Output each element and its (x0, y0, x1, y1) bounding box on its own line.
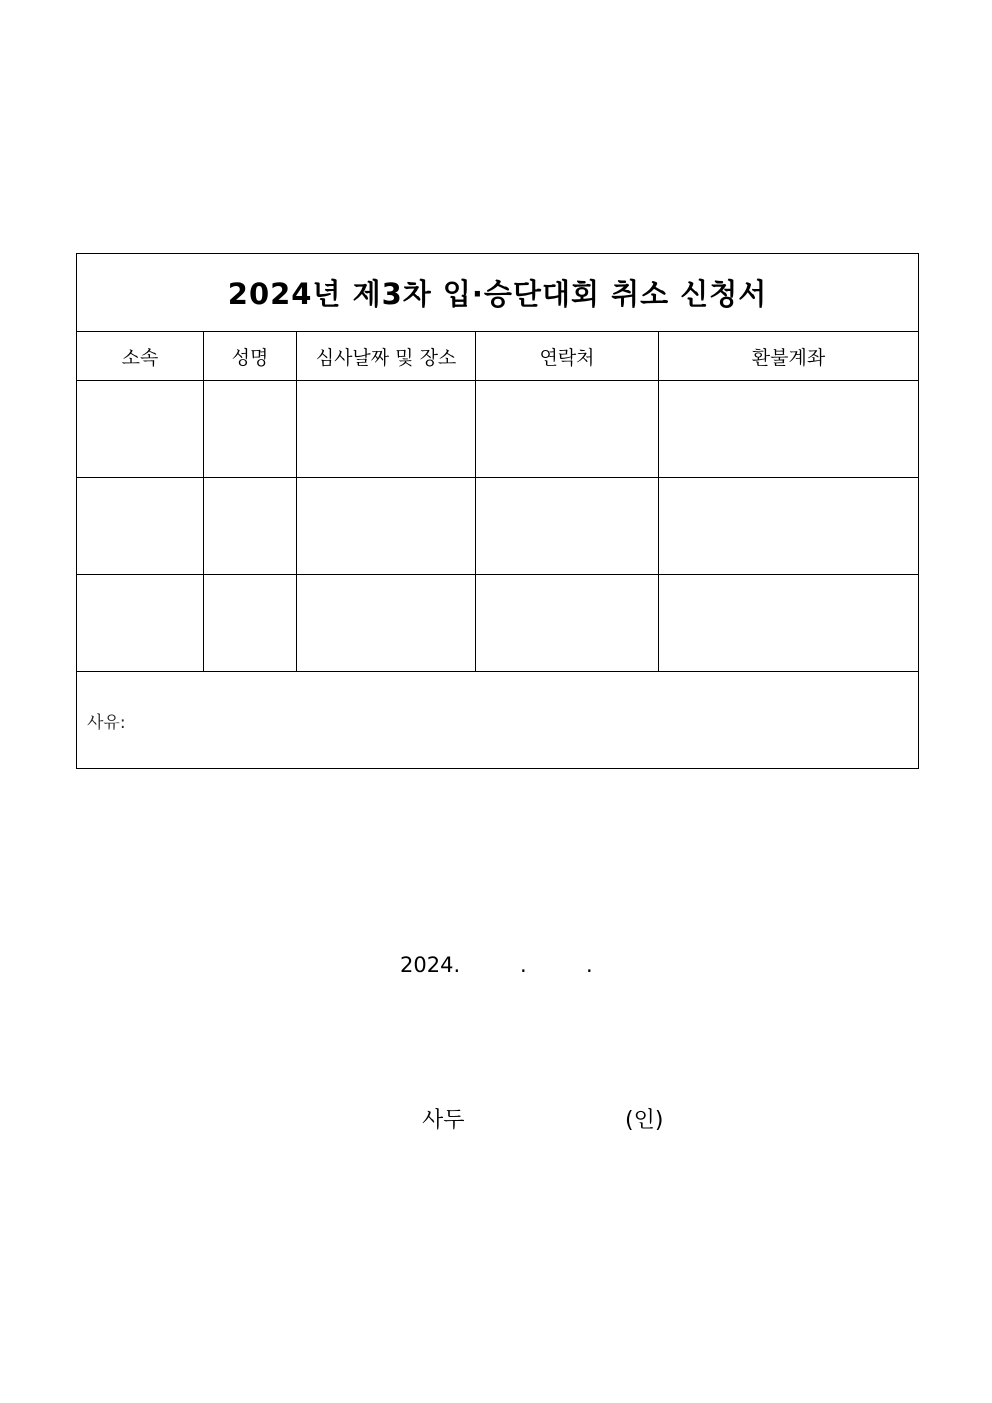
affiliation-cell[interactable] (77, 478, 204, 575)
reason-field[interactable] (77, 672, 919, 769)
header-row (77, 332, 919, 381)
name-cell[interactable] (204, 575, 297, 672)
contact-cell[interactable] (476, 478, 659, 575)
form-title: 2024년 제3차 입·승단대회 취소 신청서 (77, 254, 919, 332)
refund-account-cell[interactable] (659, 478, 919, 575)
cancellation-form-table (76, 253, 919, 769)
exam-date-place-cell[interactable] (297, 478, 476, 575)
exam-date-place-cell[interactable] (297, 381, 476, 478)
table-row (77, 575, 919, 672)
header-name: 성명 (204, 332, 297, 381)
header-contact: 연락처 (476, 332, 659, 381)
header-exam-date-place: 심사날짜 및 장소 (297, 332, 476, 381)
table-row (77, 478, 919, 575)
exam-date-place-cell[interactable] (297, 575, 476, 672)
name-cell[interactable] (204, 381, 297, 478)
date-day-dot: . (586, 953, 593, 977)
header-affiliation: 소속 (77, 332, 204, 381)
signature-role: 사두 (422, 1108, 465, 1133)
contact-cell[interactable] (476, 381, 659, 478)
refund-account-cell[interactable] (659, 575, 919, 672)
affiliation-cell[interactable] (77, 575, 204, 672)
signature-line (422, 1103, 682, 1135)
table-row (77, 381, 919, 478)
affiliation-cell[interactable] (77, 381, 204, 478)
name-cell[interactable] (204, 478, 297, 575)
contact-cell[interactable] (476, 575, 659, 672)
date-year: 2024. (400, 953, 461, 977)
header-refund-account: 환불계좌 (659, 332, 919, 381)
date-line (400, 953, 620, 983)
date-month-dot: . (520, 953, 527, 977)
reason-label: 사유: (87, 712, 126, 733)
seal-mark: (인) (625, 1108, 664, 1133)
refund-account-cell[interactable] (659, 381, 919, 478)
